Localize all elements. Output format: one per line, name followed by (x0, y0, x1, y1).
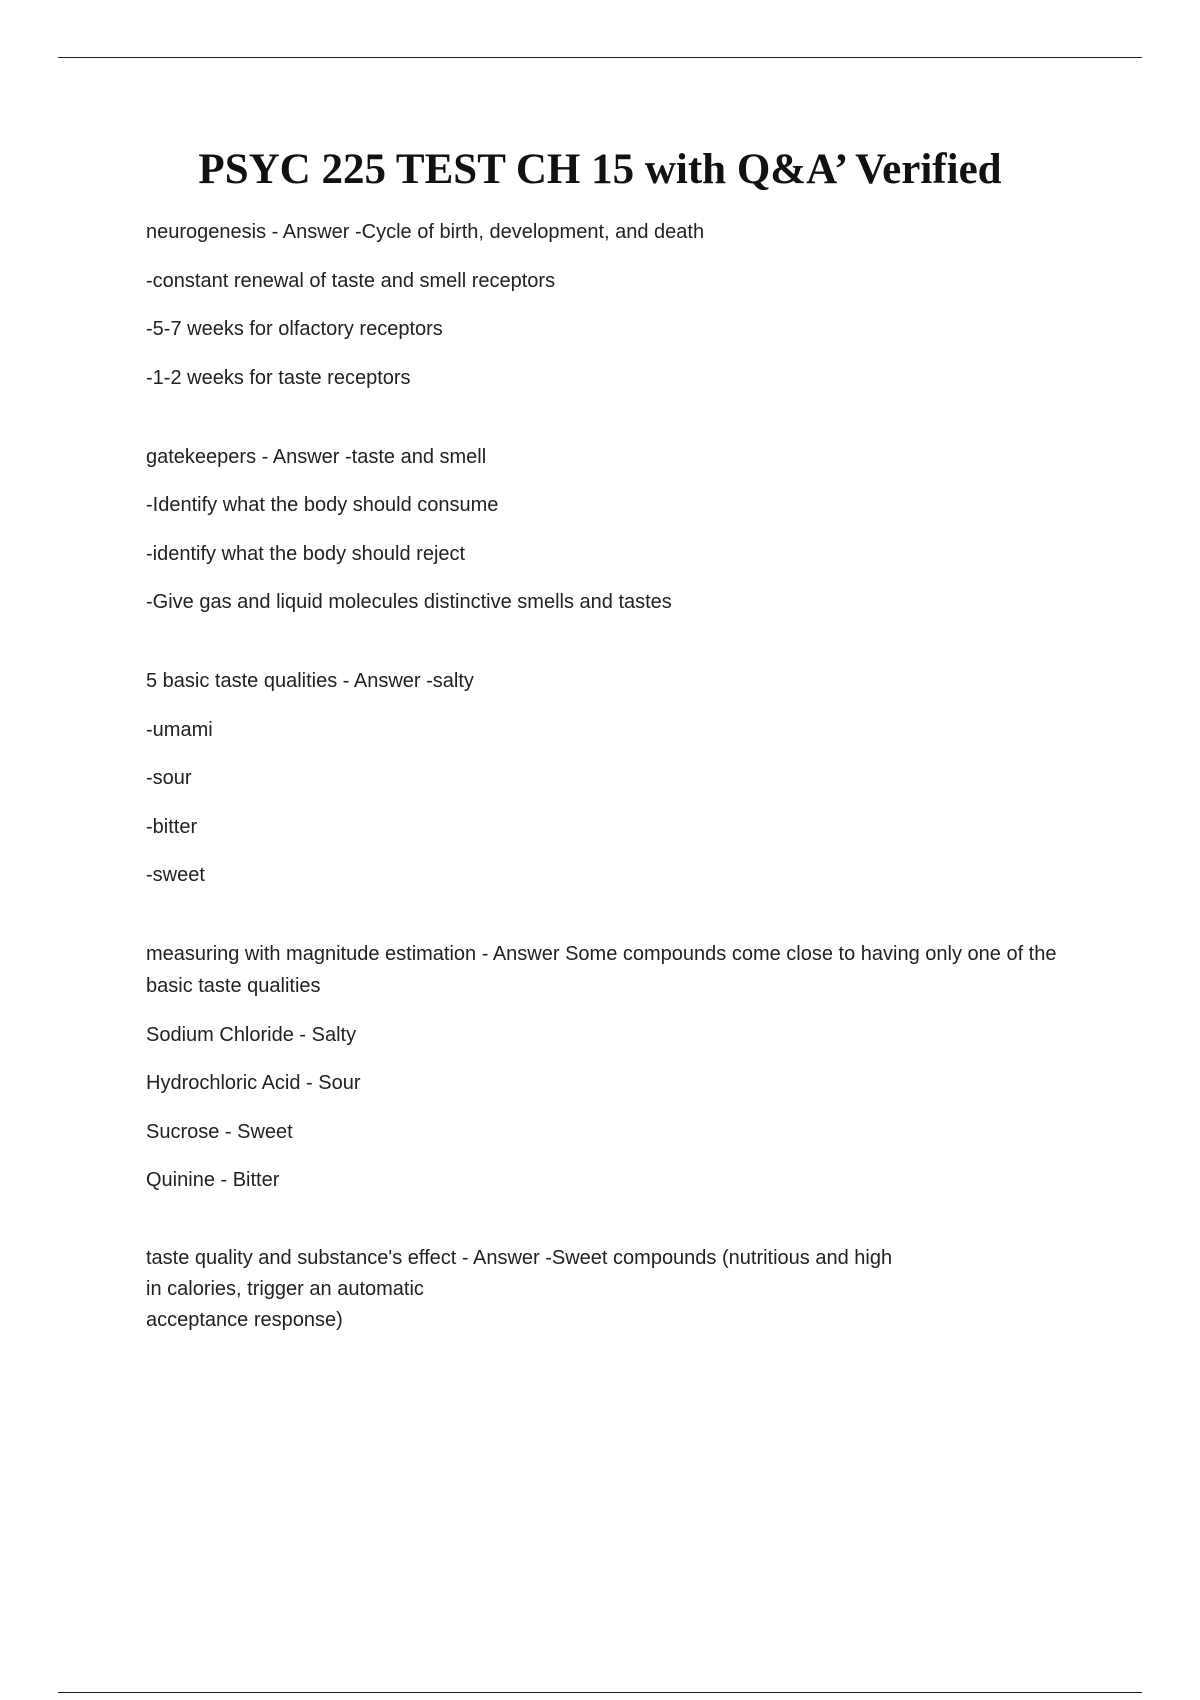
qa-line: -constant renewal of taste and smell receptors (146, 269, 556, 292)
qa-line: Sucrose - Sweet (146, 1120, 293, 1143)
qa-line: -Identify what the body should consume (146, 494, 499, 516)
qa-entry-neurogenesis (146, 216, 1076, 394)
qa-line: Hydrochloric Acid - Sour (146, 1072, 361, 1094)
qa-entry-magnitude-estimation (146, 938, 1076, 1196)
qa-line: -identify what the body should reject (146, 542, 466, 565)
qa-entry-taste-effect (146, 1243, 1076, 1336)
page-title: PSYC 225 TEST CH 15 with Q&A’ Verified (198, 146, 1002, 193)
qa-line: -sour (146, 767, 192, 789)
footer-rule (58, 1692, 1142, 1693)
qa-line: -Give gas and liquid molecules distinctive smells and tastes (146, 591, 672, 613)
qa-line: -1-2 weeks for taste receptors (146, 366, 411, 389)
qa-line: gatekeepers - Answer -taste and smell (146, 445, 487, 468)
qa-entry-gatekeepers (146, 441, 1076, 619)
qa-line: Quinine - Bitter (146, 1169, 280, 1191)
qa-line: neurogenesis - Answer -Cycle of birth, development, and death (146, 221, 705, 243)
qa-line: measuring with magnitude estimation - Answer Some compounds come close to having only one of the basic taste qualities (146, 943, 1057, 997)
qa-line: -5-7 weeks for olfactory receptors (146, 318, 443, 340)
document-body (146, 216, 1076, 1383)
qa-line: -bitter (146, 815, 198, 838)
qa-line: -umami (146, 718, 213, 741)
qa-line: 5 basic taste qualities - Answer -salty (146, 670, 474, 692)
qa-line: -sweet (146, 864, 205, 886)
qa-line: acceptance response) (146, 1309, 343, 1331)
qa-entry-taste-qualities (146, 665, 1076, 891)
qa-line: Sodium Chloride - Salty (146, 1023, 357, 1046)
header-rule (58, 57, 1142, 58)
qa-line: in calories, trigger an automatic (146, 1278, 424, 1300)
qa-line: taste quality and substance's effect - Answer -Sweet compounds (nutritious and high (146, 1247, 893, 1269)
